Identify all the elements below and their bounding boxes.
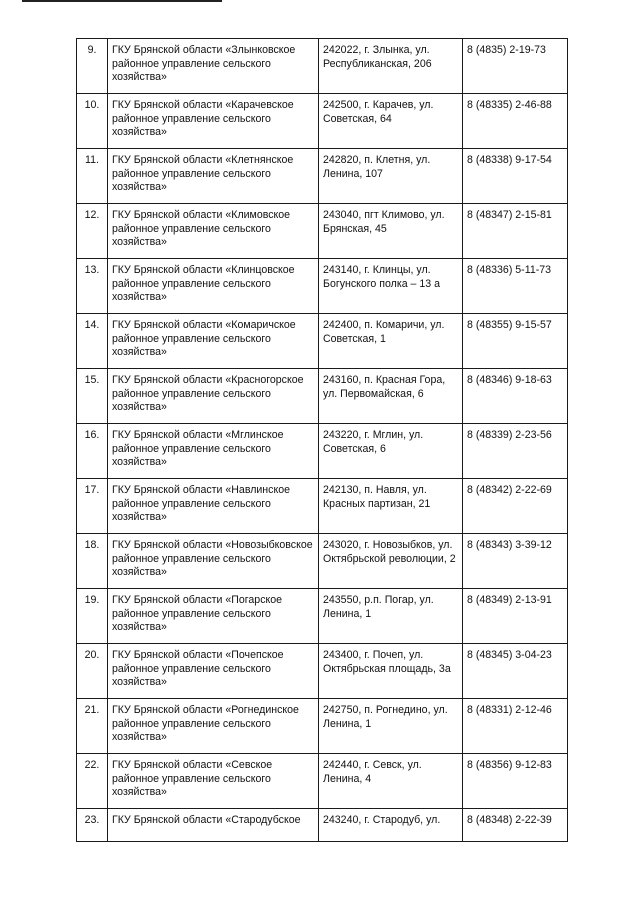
phone-cell: 8 (4835) 2-19-73 xyxy=(463,39,568,94)
address-cell xyxy=(319,369,463,424)
agency-name-line: районное управление сельского xyxy=(112,772,271,785)
agency-name-line: ГКУ Брянской области «Мглинское xyxy=(112,429,284,441)
address-line: 242750, п. Рогнедино, ул. xyxy=(323,704,448,716)
agency-name-line: ГКУ Брянской области «Климовское xyxy=(112,209,291,221)
address-cell xyxy=(319,699,463,754)
agency-name-cell xyxy=(108,809,319,842)
agency-name-line: районное управление сельского xyxy=(112,222,271,235)
agency-name-line: хозяйства» xyxy=(112,731,167,744)
address-cell xyxy=(319,259,463,314)
agency-name-line: хозяйства» xyxy=(112,566,167,579)
address-line: Ленина, 1 xyxy=(323,717,372,730)
row-number-cell: 14. xyxy=(77,314,108,369)
agency-name-line: хозяйства» xyxy=(112,456,167,469)
row-number-cell: 13. xyxy=(77,259,108,314)
address-line: 242440, г. Севск, ул. xyxy=(323,759,422,771)
agency-name-line: хозяйства» xyxy=(112,621,167,634)
table-row xyxy=(77,39,568,94)
agency-name-line: ГКУ Брянской области «Почепское xyxy=(112,649,284,661)
address-line: Советская, 6 xyxy=(323,442,386,455)
phone-cell: 8 (48343) 3-39-12 xyxy=(463,534,568,589)
agency-name-line: ГКУ Брянской области «Новозыбковское xyxy=(112,539,313,551)
address-line: 242820, п. Клетня, ул. xyxy=(323,154,431,166)
agency-name-line: хозяйства» xyxy=(112,236,167,249)
agency-name-line: ГКУ Брянской области «Злынковское xyxy=(112,44,296,56)
address-line: 242130, п. Навля, ул. xyxy=(323,484,427,496)
address-line: Октябрьской революции, 2 xyxy=(323,552,456,565)
agency-name-line: районное управление сельского xyxy=(112,332,271,345)
agency-name-cell xyxy=(108,699,319,754)
row-number-cell: 11. xyxy=(77,149,108,204)
agency-name-cell xyxy=(108,424,319,479)
table-row xyxy=(77,149,568,204)
agency-table xyxy=(76,38,568,842)
address-line: 243160, п. Красная Гора, xyxy=(323,374,446,386)
agency-name-line: районное управление сельского xyxy=(112,717,271,730)
address-line: Ленина, 1 xyxy=(323,607,372,620)
agency-name-line: ГКУ Брянской области «Севское xyxy=(112,759,273,771)
agency-name-cell xyxy=(108,534,319,589)
page-top-rule xyxy=(22,0,222,2)
agency-name-line: ГКУ Брянской области «Комаричское xyxy=(112,319,296,331)
agency-name-cell xyxy=(108,314,319,369)
agency-name-cell xyxy=(108,369,319,424)
phone-cell: 8 (48348) 2-22-39 xyxy=(463,809,568,842)
phone-cell: 8 (48356) 9-12-83 xyxy=(463,754,568,809)
agency-name-line: хозяйства» xyxy=(112,676,167,689)
address-cell xyxy=(319,39,463,94)
agency-name-line: районное управление сельского xyxy=(112,57,271,70)
address-line: 242022, г. Злынка, ул. xyxy=(323,44,430,56)
agency-name-line: ГКУ Брянской области «Клинцовское xyxy=(112,264,295,276)
agency-name-cell xyxy=(108,149,319,204)
address-cell xyxy=(319,94,463,149)
phone-cell: 8 (48339) 2-23-56 xyxy=(463,424,568,479)
address-cell xyxy=(319,204,463,259)
address-line: ул. Первомайская, 6 xyxy=(323,387,424,400)
address-line: 243220, г. Мглин, ул. xyxy=(323,429,424,441)
address-line: 243140, г. Клинцы, ул. xyxy=(323,264,431,276)
agency-name-line: ГКУ Брянской области «Красногорское xyxy=(112,374,304,386)
agency-name-cell xyxy=(108,259,319,314)
agency-name-line: районное управление сельского xyxy=(112,607,271,620)
address-cell xyxy=(319,314,463,369)
table-row xyxy=(77,369,568,424)
row-number-cell: 18. xyxy=(77,534,108,589)
agency-name-line: ГКУ Брянской области «Клетнянское xyxy=(112,154,294,166)
agency-name-line: районное управление сельского xyxy=(112,662,271,675)
table-row xyxy=(77,754,568,809)
address-line: 243040, пгт Климово, ул. xyxy=(323,209,445,221)
address-cell xyxy=(319,644,463,699)
address-line: 242500, г. Карачев, ул. xyxy=(323,99,434,111)
address-line: 243020, г. Новозыбков, ул. xyxy=(323,539,453,551)
row-number-cell: 16. xyxy=(77,424,108,479)
agency-name-line: ГКУ Брянской области «Навлинское xyxy=(112,484,290,496)
agency-name-line: районное управление сельского xyxy=(112,167,271,180)
row-number-cell: 19. xyxy=(77,589,108,644)
address-line: Брянская, 45 xyxy=(323,222,387,235)
row-number-cell: 15. xyxy=(77,369,108,424)
agency-name-line: ГКУ Брянской области «Стародубское xyxy=(112,814,301,826)
row-number-cell: 12. xyxy=(77,204,108,259)
address-cell xyxy=(319,809,463,842)
phone-cell: 8 (48336) 5-11-73 xyxy=(463,259,568,314)
address-line: 243550, р.п. Погар, ул. xyxy=(323,594,434,606)
address-cell xyxy=(319,149,463,204)
address-line: 243240, г. Стародуб, ул. xyxy=(323,814,441,826)
phone-cell: 8 (48338) 9-17-54 xyxy=(463,149,568,204)
table-row xyxy=(77,479,568,534)
phone-cell: 8 (48355) 9-15-57 xyxy=(463,314,568,369)
table-row xyxy=(77,699,568,754)
agency-table-body xyxy=(77,39,568,842)
phone-cell: 8 (48335) 2-46-88 xyxy=(463,94,568,149)
agency-name-cell xyxy=(108,479,319,534)
row-number-cell: 21. xyxy=(77,699,108,754)
agency-name-line: хозяйства» xyxy=(112,511,167,524)
row-number-cell: 17. xyxy=(77,479,108,534)
agency-name-line: районное управление сельского xyxy=(112,277,271,290)
phone-cell: 8 (48347) 2-15-81 xyxy=(463,204,568,259)
agency-name-cell xyxy=(108,94,319,149)
agency-name-cell xyxy=(108,204,319,259)
agency-name-line: хозяйства» xyxy=(112,291,167,304)
agency-name-line: районное управление сельского xyxy=(112,112,271,125)
agency-name-line: районное управление сельского xyxy=(112,497,271,510)
agency-name-cell xyxy=(108,39,319,94)
table-row xyxy=(77,644,568,699)
address-cell xyxy=(319,754,463,809)
phone-cell: 8 (48345) 3-04-23 xyxy=(463,644,568,699)
address-line: Ленина, 107 xyxy=(323,167,383,180)
row-number-cell: 23. xyxy=(77,809,108,842)
phone-cell: 8 (48331) 2-12-46 xyxy=(463,699,568,754)
agency-name-line: ГКУ Брянской области «Погарское xyxy=(112,594,283,606)
agency-name-line: хозяйства» xyxy=(112,346,167,359)
address-line: Республиканская, 206 xyxy=(323,57,432,70)
table-row xyxy=(77,534,568,589)
row-number-cell: 9. xyxy=(77,39,108,94)
phone-cell: 8 (48346) 9-18-63 xyxy=(463,369,568,424)
address-line: Советская, 64 xyxy=(323,112,392,125)
agency-name-line: ГКУ Брянской области «Карачевское xyxy=(112,99,294,111)
agency-name-cell xyxy=(108,589,319,644)
agency-name-line: хозяйства» xyxy=(112,126,167,139)
table-row xyxy=(77,204,568,259)
table-row xyxy=(77,424,568,479)
agency-name-line: хозяйства» xyxy=(112,401,167,414)
agency-name-line: хозяйства» xyxy=(112,786,167,799)
address-cell xyxy=(319,424,463,479)
row-number-cell: 20. xyxy=(77,644,108,699)
agency-name-cell xyxy=(108,644,319,699)
agency-name-cell xyxy=(108,754,319,809)
table-row xyxy=(77,94,568,149)
table-row xyxy=(77,314,568,369)
address-line: 243400, г. Почеп, ул. xyxy=(323,649,424,661)
row-number-cell: 10. xyxy=(77,94,108,149)
address-line: Ленина, 4 xyxy=(323,772,372,785)
agency-name-line: районное управление сельского xyxy=(112,387,271,400)
agency-name-line: районное управление сельского xyxy=(112,552,271,565)
address-line: Октябрьская площадь, 3а xyxy=(323,662,451,675)
address-line: Красных партизан, 21 xyxy=(323,497,431,510)
table-row xyxy=(77,259,568,314)
address-line: 242400, п. Комаричи, ул. xyxy=(323,319,445,331)
agency-name-line: ГКУ Брянской области «Рогнединское xyxy=(112,704,299,716)
address-cell xyxy=(319,479,463,534)
table-row xyxy=(77,589,568,644)
row-number-cell: 22. xyxy=(77,754,108,809)
address-line: Советская, 1 xyxy=(323,332,386,345)
agency-name-line: районное управление сельского xyxy=(112,442,271,455)
table-row xyxy=(77,809,568,842)
address-line: Богунского полка – 13 а xyxy=(323,277,440,290)
phone-cell: 8 (48349) 2-13-91 xyxy=(463,589,568,644)
address-cell xyxy=(319,534,463,589)
address-cell xyxy=(319,589,463,644)
agency-name-line: хозяйства» xyxy=(112,181,167,194)
phone-cell: 8 (48342) 2-22-69 xyxy=(463,479,568,534)
agency-name-line: хозяйства» xyxy=(112,71,167,84)
